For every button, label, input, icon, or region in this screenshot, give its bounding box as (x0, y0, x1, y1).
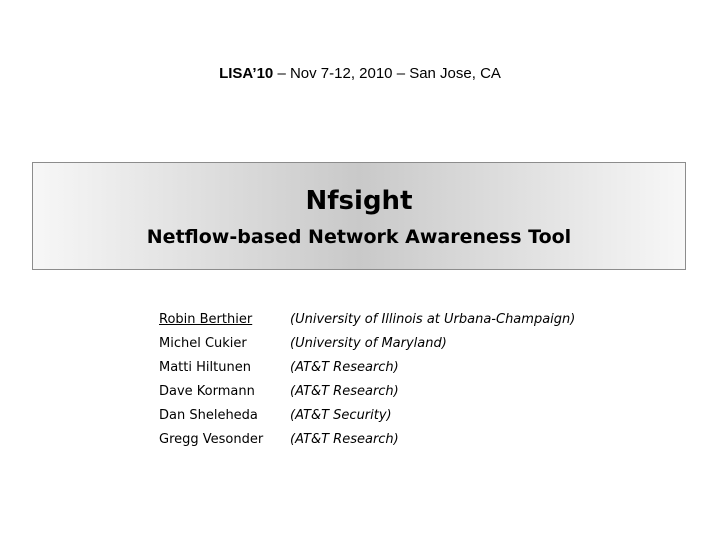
author-affiliation: (University of Illinois at Urbana-Champaign) (290, 312, 576, 327)
author-name: Dan Sheleheda (159, 408, 258, 423)
author-affiliation: (AT&T Research) (290, 432, 399, 447)
conference-details: – Nov 7-12, 2010 – San Jose, CA (273, 65, 501, 82)
author-affiliation: (AT&T Research) (290, 360, 399, 375)
author-name-presenter: Robin Berthier (159, 312, 253, 327)
slide-title: Nfsight (305, 186, 413, 216)
author-name: Gregg Vesonder (159, 432, 264, 447)
slide-subtitle: Netflow-based Network Awareness Tool (146, 226, 572, 248)
conference-line (0, 64, 720, 84)
author-name: Dave Kormann (159, 384, 255, 399)
author-name: Michel Cukier (159, 336, 247, 351)
author-name: Matti Hiltunen (159, 360, 251, 375)
author-affiliation: (AT&T Research) (290, 384, 399, 399)
author-affiliation: (University of Maryland) (290, 336, 447, 351)
title-box (32, 162, 686, 270)
author-affiliation: (AT&T Security) (290, 408, 392, 423)
conference-name: LISA’10 (219, 65, 274, 82)
